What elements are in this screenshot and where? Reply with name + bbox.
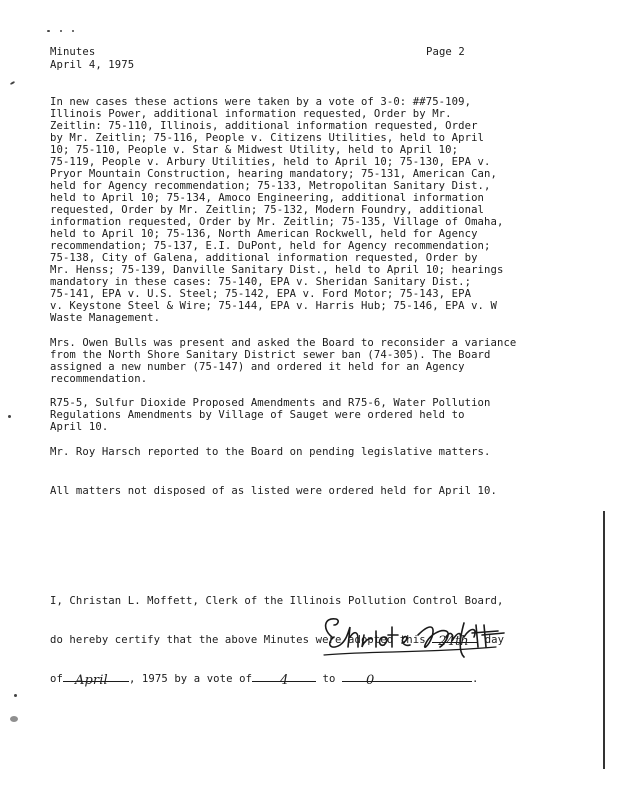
certification-text: , 1975 by a vote of bbox=[128, 673, 253, 685]
scan-mark bbox=[72, 30, 74, 32]
vote-for-handwritten: 4 bbox=[280, 673, 289, 688]
legislative-paragraph: Mr. Roy Harsch reported to the Board on pending legislative matters. bbox=[50, 446, 491, 458]
scan-mark bbox=[47, 30, 50, 32]
scan-mark bbox=[60, 30, 62, 32]
certification-text: do hereby certify that the above Minutes were adopted this bbox=[50, 634, 426, 646]
day-handwritten: 24th bbox=[438, 634, 469, 649]
scan-mark bbox=[10, 716, 18, 722]
scan-mark bbox=[10, 81, 15, 85]
certification-line-3 bbox=[50, 673, 570, 686]
certification-line-1: I, Christan L. Moffett, Clerk of the Illinois Pollution Control Board, bbox=[50, 595, 504, 607]
new-cases-paragraph: In new cases these actions were taken by a vote of 3-0: ##75-109, Illinois Power, additional information requested, Order by Mr. Zeitlin: 75-110, Illinois, additional information requested, Order by Mr. Zeitlin; 75-116, People v. Citizens Utilities, held to April 10; 75-110, People v. Star & Midwest Utility, held to April 10; 75-119, People v. Arbury Utilities, held to April 10; 75-130, EPA v. Pryor Mountain Construction, hearing mandatory; 75-131, American Can, held for Agency recommendation; 75-133, Metropolitan Sanitary Dist., held to April 10; 75-134, Amoco Engineering, additional information requested, Order by Mr. Zeitlin; 75-132, Modern Foundry, additional information requested, Order by Mr. Zeitlin; 75-135, Village of Omaha, held to April 10; 75-136, North American Rockwell, held for Agency recommendation; 75-137, E.I. DuPont, held for Agency recommendation; 75-138, City of Galena, additional information requested, Order by Mr. Henss; 75-139, Danville Sanitary Dist., held to April 10; hearings mandatory in these cases: 75-140, EPA v. Sheridan Sanitary Dist.; 75-141, EPA v. U.S. Steel; 75-142, EPA v. Ford Motor; 75-143, EPA v. Keystone Steel & Wire; 75-144, EPA v. Harris Hub; 75-146, EPA v. W Waste Management. bbox=[50, 96, 504, 324]
month-blank bbox=[63, 673, 129, 688]
variance-paragraph: Mrs. Owen Bulls was present and asked the Board to reconsider a variance from the North Shore Sanitary District sewer ban (74-305). The Board assigned a new number (75-147) and ordered it held for an Agency recommendation. bbox=[50, 337, 517, 385]
regulations-paragraph: R75-5, Sulfur Dioxide Proposed Amendments and R75-6, Water Pollution Regulations Amendments by Village of Sauget were ordered held to April 10. bbox=[50, 397, 491, 433]
vote-against-handwritten: 0 bbox=[366, 673, 375, 688]
held-matters-paragraph: All matters not disposed of as listed were ordered held for April 10. bbox=[50, 485, 497, 497]
scan-mark bbox=[14, 694, 17, 697]
margin-rule bbox=[603, 511, 605, 769]
page-number: Page 2 bbox=[426, 46, 465, 58]
certification-text: to bbox=[322, 673, 336, 685]
header-title: Minutes bbox=[50, 46, 96, 58]
header-date: April 4, 1975 bbox=[50, 59, 135, 71]
clerk-signature bbox=[318, 607, 508, 663]
certification-text: . bbox=[472, 673, 479, 685]
vote-for-blank bbox=[252, 673, 316, 688]
month-handwritten: April bbox=[74, 673, 108, 688]
document-header bbox=[50, 46, 134, 72]
certification-text: of bbox=[50, 673, 63, 685]
scan-mark bbox=[8, 415, 11, 418]
certification-text: day bbox=[484, 634, 505, 646]
vote-against-blank bbox=[342, 673, 472, 688]
